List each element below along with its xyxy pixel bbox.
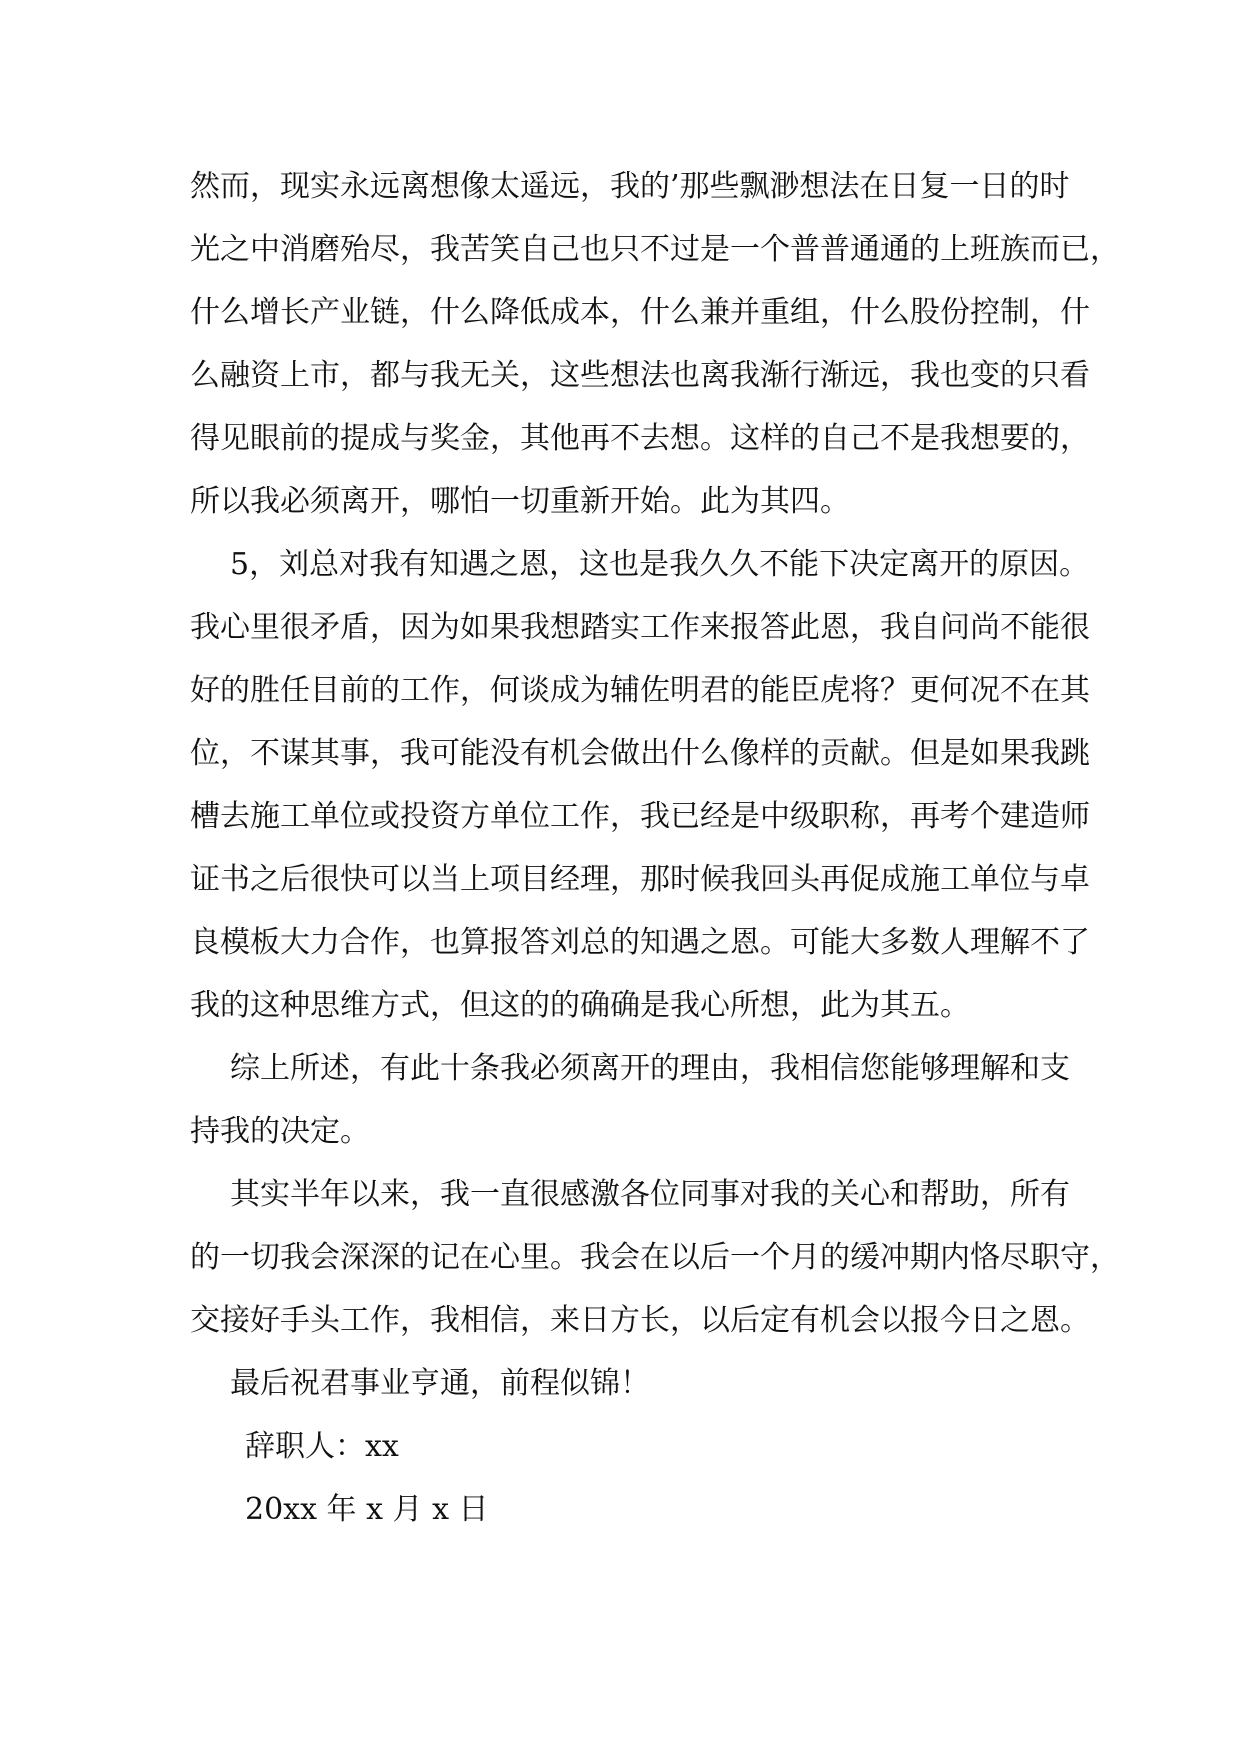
text-line: 综上所述，有此十条我必须离开的理由，我相信您能够理解和支: [230, 1051, 1070, 1086]
text-line: 的一切我会深深的记在心里。我会在以后一个月的缓冲期内恪尽职守，: [190, 1240, 1120, 1275]
signature-line: 辞职人：xx: [245, 1429, 399, 1464]
text-line: 位，不谋其事，我可能没有机会做出什么像样的贡献。但是如果我跳: [190, 736, 1090, 771]
text-line: 么融资上市，都与我无关，这些想法也离我渐行渐远，我也变的只看: [190, 358, 1090, 393]
text-line: 持我的决定。: [190, 1114, 370, 1149]
text-line: 其实半年以来，我一直很感激各位同事对我的关心和帮助，所有: [230, 1177, 1070, 1212]
date-line: 20xx 年 x 月 x 日: [245, 1492, 489, 1527]
text-line: 所以我必须离开，哪怕一切重新开始。此为其四。: [190, 484, 850, 519]
text-line: 交接好手头工作，我相信，来日方长，以后定有机会以报今日之恩。: [190, 1303, 1090, 1338]
text-line: 什么增长产业链，什么降低成本，什么兼并重组，什么股份控制，什: [190, 295, 1090, 330]
letter-body: [190, 155, 1120, 1541]
text-line: 光之中消磨殆尽，我苦笑自己也只不过是一个普普通通的上班族而已，: [190, 232, 1120, 267]
text-line: 槽去施工单位或投资方单位工作，我已经是中级职称，再考个建造师: [190, 799, 1090, 834]
text-line: 好的胜任目前的工作，何谈成为辅佐明君的能臣虎将？更何况不在其: [190, 673, 1090, 708]
closing-wish: 最后祝君事业亨通，前程似锦！: [230, 1366, 650, 1401]
paragraph-summary: [190, 1037, 1070, 1163]
text-line: 得见眼前的提成与奖金，其他再不去想。这样的自己不是我想要的，: [190, 421, 1090, 456]
paragraph-4-of-reasons: [190, 155, 1120, 533]
text-line: 我心里很矛盾，因为如果我想踏实工作来报答此恩，我自问尚不能很: [190, 610, 1090, 645]
text-line: 证书之后很快可以当上项目经理，那时候我回头再促成施工单位与卓: [190, 862, 1090, 897]
paragraph-reason-five: [190, 533, 1090, 1037]
text-line: 然而，现实永远离想像太遥远，我的’那些飘渺想法在日复一日的时: [190, 169, 1070, 204]
text-line: 5，刘总对我有知遇之恩，这也是我久久不能下决定离开的原因。: [230, 547, 1090, 582]
text-line: 良模板大力合作，也算报答刘总的知遇之恩。可能大多数人理解不了: [190, 925, 1090, 960]
text-line: 我的这种思维方式，但这的的确确是我心所想，此为其五。: [190, 988, 970, 1023]
paragraph-gratitude: [190, 1163, 1120, 1352]
